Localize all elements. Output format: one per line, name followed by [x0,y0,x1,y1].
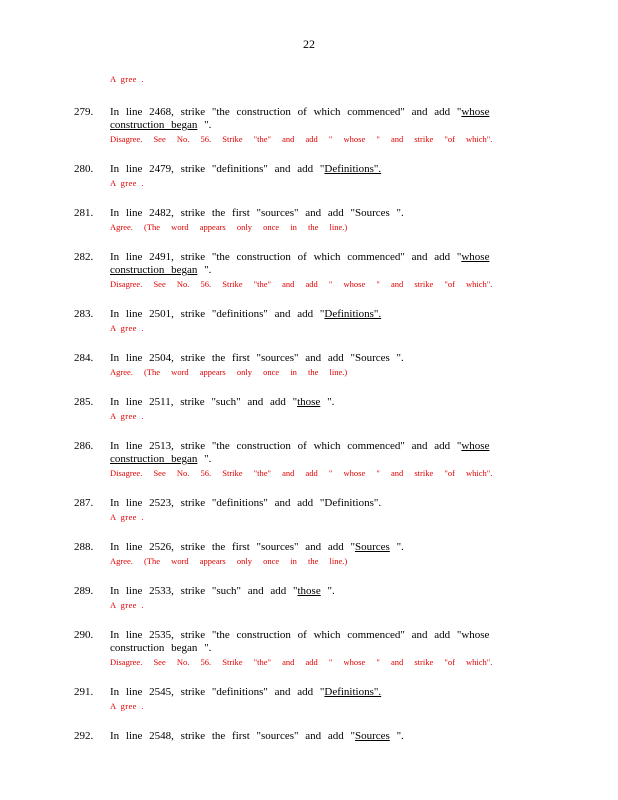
item-number: 279. [74,106,94,118]
response-note: Agree. (The word appears only once in the line.) [110,222,348,232]
item-number: 287. [74,497,94,509]
inserted-text: those [297,585,321,597]
inserted-text: Definitions". [324,163,382,175]
amendment-instruction [110,352,544,365]
response-note: A gree . [110,178,144,188]
instruction-text-end: ". [197,119,212,131]
item-body [110,497,544,524]
item-number: 289. [74,585,94,597]
response-note: A gree . [110,411,144,421]
instruction-text: In line 2482, strike the first "sources" and add "Sources ". [110,207,404,219]
inserted-text: whose construction began [110,106,490,131]
page-number: 22 [303,37,315,51]
instruction-text-end: ". [197,264,212,276]
instruction-text: In line 2479, strike "definitions" and add " [110,163,325,175]
amendment-item [74,251,544,291]
item-number: 284. [74,352,94,364]
item-body [110,308,544,335]
amendment-item [74,686,544,713]
amendment-item [74,207,544,234]
instruction-text-end: ". [320,585,335,597]
instruction-text: In line 2513, strike "the construction of which commenced" and add " [110,440,462,452]
item-body [110,251,544,291]
response-note: A gree . [110,600,144,610]
inserted-text: whose construction began [110,251,490,276]
amendment-instruction [110,163,544,176]
item-number: 280. [74,163,94,175]
item-number: 291. [74,686,94,698]
response-note: Agree. (The word appears only once in the line.) [110,367,348,377]
amendment-instruction [110,585,544,598]
response-note: A gree . [110,323,144,333]
amendment-instruction [110,251,544,277]
amendment-item [74,541,544,568]
item-number: 286. [74,440,94,452]
instruction-text-end: ". [197,453,212,465]
instruction-text: In line 2535, strike "the construction of which commenced" and add "whose construction began ". [110,629,490,654]
carryover-response: A gree . [110,74,144,84]
amendment-item [74,106,544,146]
response-note: Disagree. See No. 56. Strike "the" and add " whose " and strike "of which". [110,279,493,289]
amendment-instruction [110,308,544,321]
response-note: Agree. (The word appears only once in the line.) [110,556,348,566]
instruction-text: In line 2533, strike "such" and add " [110,585,298,597]
item-body [110,585,544,612]
inserted-text: whose construction began [110,440,490,465]
instruction-text-end: ". [389,541,404,553]
inserted-text: Sources [354,730,390,742]
item-number: 282. [74,251,94,263]
response-note: Disagree. See No. 56. Strike "the" and add " whose " and strike "of which". [110,134,493,144]
response-note: Disagree. See No. 56. Strike "the" and add " whose " and strike "of which". [110,468,493,478]
item-number: 292. [74,730,94,742]
item-body [110,352,544,379]
amendment-item [74,585,544,612]
item-body [110,541,544,568]
amendment-instruction [110,730,544,743]
item-number: 281. [74,207,94,219]
item-body [110,396,544,423]
instruction-text: In line 2491, strike "the construction of which commenced" and add " [110,251,462,263]
item-number: 285. [74,396,94,408]
amendment-item [74,730,544,743]
item-body [110,730,544,743]
amendment-item [74,308,544,335]
amendment-instruction [110,629,544,655]
amendment-instruction [110,440,544,466]
inserted-text: Definitions". [324,308,382,320]
instruction-text: In line 2511, strike "such" and add " [110,396,298,408]
item-body [110,440,544,480]
amendment-item [74,440,544,480]
amendment-item [74,352,544,379]
item-number: 290. [74,629,94,641]
response-note: Disagree. See No. 56. Strike "the" and add " whose " and strike "of which". [110,657,493,667]
inserted-text: those [297,396,321,408]
inserted-text: Sources [354,541,390,553]
amendment-item [74,497,544,524]
instruction-text: In line 2548, strike the first "sources" and add " [110,730,355,742]
item-number: 283. [74,308,94,320]
instruction-text-end: ". [320,396,335,408]
instruction-text: In line 2468, strike "the construction of which commenced" and add " [110,106,462,118]
item-number: 288. [74,541,94,553]
amendment-instruction [110,396,544,409]
item-body [110,106,544,146]
amendment-item [74,163,544,190]
amendment-item [74,396,544,423]
items-container [74,106,544,743]
item-body [110,163,544,190]
instruction-text-end: ". [389,730,404,742]
instruction-text: In line 2526, strike the first "sources" and add " [110,541,355,553]
amendment-list [74,72,544,760]
amendment-instruction [110,106,544,132]
amendment-instruction [110,497,544,510]
response-note: A gree . [110,512,144,522]
response-note: A gree . [110,701,144,711]
amendment-instruction [110,207,544,220]
amendment-instruction [110,686,544,699]
instruction-text: In line 2501, strike "definitions" and add " [110,308,325,320]
item-body [110,629,544,669]
amendment-instruction [110,541,544,554]
item-body [110,686,544,713]
instruction-text: In line 2545, strike "definitions" and add " [110,686,325,698]
instruction-text: In line 2504, strike the first "sources" and add "Sources ". [110,352,404,364]
instruction-text: In line 2523, strike "definitions" and add "Definitions". [110,497,382,509]
inserted-text: Definitions". [324,686,382,698]
amendment-item [74,629,544,669]
item-body [110,207,544,234]
